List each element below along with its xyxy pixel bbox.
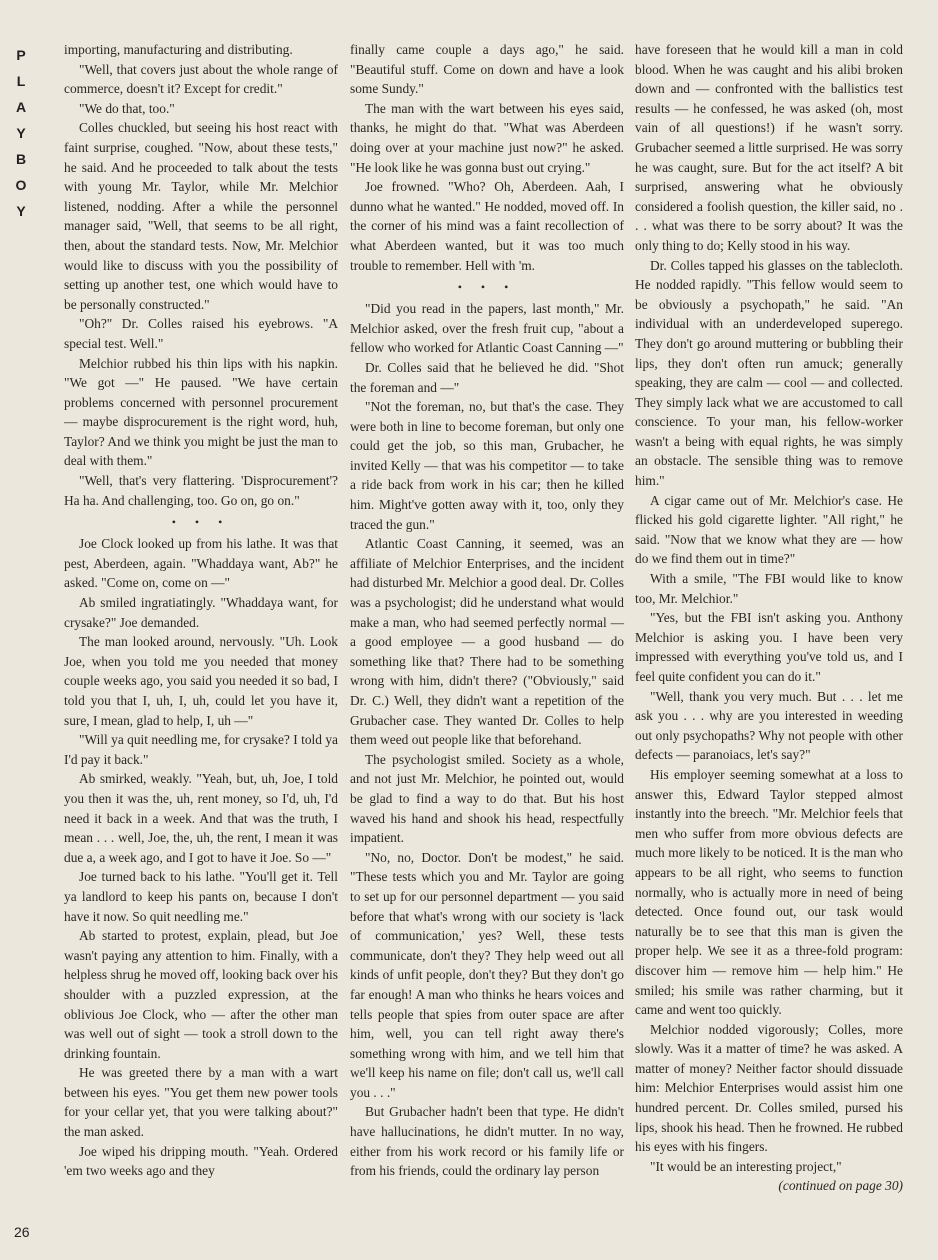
paragraph: Dr. Colles said that he believed he did. "Shot the foreman and —"	[350, 359, 624, 395]
continued-note: (continued on page 30)	[778, 1178, 903, 1194]
text-column-2	[350, 40, 624, 1181]
paragraph: Joe frowned. "Who? Oh, Aberdeen. Aah, I dunno what he wanted." He nodded, moved off. In the corner of his mind was a faint recollection of what Aberdeen wanted, but it was too much trouble to remember. Hell with 'm.	[350, 179, 624, 273]
page-number: 26	[14, 1224, 30, 1240]
paragraph: "Not the foreman, no, but that's the case. They were both in line to become foreman, but only one could get the job, so this man, Grubacher, he invited Kelly — that was his competitor — to take a ride back from work in his car; then he killed him. Might've gotten away with it, too, only they traced the gun."	[350, 399, 624, 532]
paragraph: "Yes, but the FBI isn't asking you. Anthony Melchior is asking you. I have been very impressed with everything you've told us, and I feel quite confident you can do it."	[635, 610, 903, 684]
paragraph: With a smile, "The FBI would like to know too, Mr. Melchior."	[635, 571, 903, 606]
masthead-letter: L	[16, 73, 26, 89]
paragraph: finally came couple a days ago," he said. "Beautiful stuff. Come on down and have a look some Sundy."	[350, 42, 624, 97]
paragraph: The psychologist smiled. Society as a whole, and not just Mr. Melchior, he pointed out, would be glad to find a way to do that. But his host waved his hand and shook his head, respectfully impatient.	[350, 751, 624, 846]
paragraph: Joe turned back to his lathe. "You'll get it. Tell ya landlord to keep his pants on, because I don't have it now. So quit needling me."	[64, 869, 338, 924]
text-column-3	[635, 40, 903, 1196]
paragraph: "No, no, Doctor. Don't be modest," he said. "These tests which you and Mr. Taylor are going to set up for our personnel department — you said before that what's wrong with our society is 'lack of communication,' yes? Well, these tests communicate, don't they? They help weed out all kinds of unfit people, don't they? But they don't go far enough! A man who thinks he hears voices and tells people that spies from outer space are after him, well, you can tell right away there's something wrong with him, and we tell him that we'll keep his name on file; don't call us, we'll call you . . ."	[350, 849, 624, 1100]
masthead-letter: P	[16, 47, 26, 63]
paragraph: Ab started to protest, explain, plead, but Joe wasn't paying any attention to him. Finally, with a helpless shrug he moved off, looking back over his shoulder with a puzzled expression, at the oblivious Joe Clock, who — after the other man was well out of sight — took a stroll down to the drinking fountain.	[64, 928, 338, 1061]
paragraph: "It would be an interesting project,"	[650, 1158, 842, 1174]
paragraph: Melchior nodded vigorously; Colles, more slowly. Was it a matter of time? he was asked. A matter of money? Neither factor should dissuade him: Melchior Enterprises would assist him one hundred percent. Dr. Colles smiled, pursed his lips, shook his head. Then he frowned. He rubbed his eyes with his fingers.	[635, 1021, 903, 1155]
section-separator: • • •	[171, 515, 231, 530]
paragraph: Dr. Colles tapped his glasses on the tablecloth. He nodded rapidly. "This fellow would seem to be obviously a psychopath," he said. "An individual with an underdeveloped superego. They don't go around muttering or bubbling their lips, they don't often run amuck; generally speaking, they are calm — cool — and collected. They simply lack what we are accustomed to call conscience. To your man, his fellow-worker wasn't a being with equal rights, he was simply an obstacle. The sensible thing was to remove him."	[635, 257, 903, 489]
paragraph: Joe wiped his dripping mouth. "Yeah. Ordered 'em two weeks ago and they	[64, 1143, 338, 1179]
paragraph: Atlantic Coast Canning, it seemed, was an affiliate of Melchior Enterprises, and the incident had disturbed Mr. Melchior a good deal. Dr. Colles was a psychologist; did he understand what would make a man, who had seemed perfectly normal — a good employee — a good husband — do something like that? There had to be something wrong with him, didn't there? ("Obviously," said Dr. C.) Well, they didn't want a repetition of the Grubacher case. They wanted Dr. Colles to help them weed out people like that beforehand.	[350, 536, 624, 748]
paragraph: "Oh?" Dr. Colles raised his eyebrows. "A special test. Well."	[64, 316, 338, 351]
masthead-letter: B	[15, 151, 27, 167]
paragraph: A cigar came out of Mr. Melchior's case. He flicked his gold cigarette lighter. "All right," he said. "Now that we know what they are — how do we find them out in time?"	[635, 492, 903, 567]
paragraph: The man looked around, nervously. "Uh. Look Joe, when you told me you needed that money couple weeks ago, you said you needed it so bad, I told you that I, uh, I, uh, could let you have it, sure, I mean, glad to help, I, uh —"	[64, 634, 338, 728]
text-column-1	[64, 40, 338, 1181]
section-separator: • • •	[457, 280, 517, 295]
paragraph: He was greeted there by a man with a wart between his eyes. "You get them new power tools for your cellar yet, that you were talking about?" the man asked.	[64, 1065, 338, 1140]
paragraph: "Did you read in the papers, last month," Mr. Melchior asked, over the fresh fruit cup, "about a fellow who worked for Atlantic Coast Canning —"	[350, 301, 624, 356]
paragraph: "Well, thank you very much. But . . . let me ask you . . . why are you interested in weeding out only psychopaths? Why not people with other defects — paranoiacs, let's say?"	[635, 688, 903, 763]
paragraph: have foreseen that he would kill a man in cold blood. When he was caught and his alibi broken down and — confronted with the ballistics test results — he confessed, he was asked (oh, most vain of all questions!) if he wasn't sorry. Grubacher seemed a little surprised. He was sorry he was caught, sure. But for the act itself? A bit surprised, answering what he obviously considered a foolish question, the killer said, no . . . what was there to be sorry about? It was the only thing to do; Kelly stood in his way.	[635, 42, 903, 253]
masthead-letter: Y	[16, 203, 26, 219]
paragraph: Melchior rubbed his thin lips with his napkin. "We got —" He paused. "We have certain problems concerned with personnel procurement — maybe disprocurement is the right word, huh, Taylor? And we think you might be just the man to deal with them."	[64, 355, 338, 469]
paragraph: importing, manufacturing and distributing.	[64, 42, 293, 57]
paragraph: "Well, that's very flattering. 'Disprocurement'? Ha ha. And challenging, too. Go on, go on."	[64, 473, 338, 508]
paragraph: Joe Clock looked up from his lathe. It was that pest, Aberdeen, again. "Whaddaya want, Ab?" he asked. "Come on, come on —"	[64, 536, 338, 591]
masthead-letter: Y	[16, 125, 26, 141]
magazine-masthead	[10, 42, 32, 224]
paragraph: The man with the wart between his eyes said, thanks, he might do that. "What was Aberdeen doing over at your machine just now?" he asked. "He look like he was gonna bust out crying."	[350, 100, 624, 175]
paragraph: Ab smirked, weakly. "Yeah, but, uh, Joe, I told you then it was the, uh, rent money, so I'd, uh, I'd need it back in a week. And that was the truth, I mean . . . well, Joe, the, uh, the rent, I mean it was due a, a week ago, and I got to have it Joe. So —"	[64, 771, 338, 865]
paragraph: "Will ya quit needling me, for crysake? I told ya I'd pay it back."	[64, 732, 338, 767]
paragraph: But Grubacher hadn't been that type. He didn't have hallucinations, he didn't mutter. In no way, either from his work record or his family life or from his friends, could the ordinary lay person	[350, 1104, 624, 1179]
masthead-letter: O	[15, 177, 27, 193]
masthead-letter: A	[15, 99, 27, 115]
paragraph: His employer seeming somewhat at a loss to answer this, Edward Taylor stepped almost instantly into the breech. "Mr. Melchior feels that men who suffer from more obvious defects are much more likely to be noticed. It is the man who appears to be all right, who seems to function normally, who is actually more in need of being detected. Once found out, our task would naturally be to see that this man is given the proper help. We see it as a three-fold program: discover him — remove him — help him." He smiled; his smile was rather charming, but it came and went too quickly.	[635, 766, 903, 1018]
paragraph: Colles chuckled, but seeing his host react with faint surprise, coughed. "Now, about these tests," he said. And he proceeded to talk about the tests with young Mr. Taylor, while Mr. Melchior listened, nodding. After a while the personnel manager said, "Well, that seems to be all right, then, about the standard tests. Now, Mr. Melchior would like to discuss with you the possibility of setting up another test, one which would have to be personally constructed."	[64, 120, 338, 312]
paragraph: "We do that, too."	[79, 100, 175, 116]
paragraph: Ab smiled ingratiatingly. "Whaddaya want, for crysake?" Joe demanded.	[64, 595, 338, 630]
paragraph: "Well, that covers just about the whole range of commerce, doesn't it? Except for credit."	[64, 61, 338, 97]
